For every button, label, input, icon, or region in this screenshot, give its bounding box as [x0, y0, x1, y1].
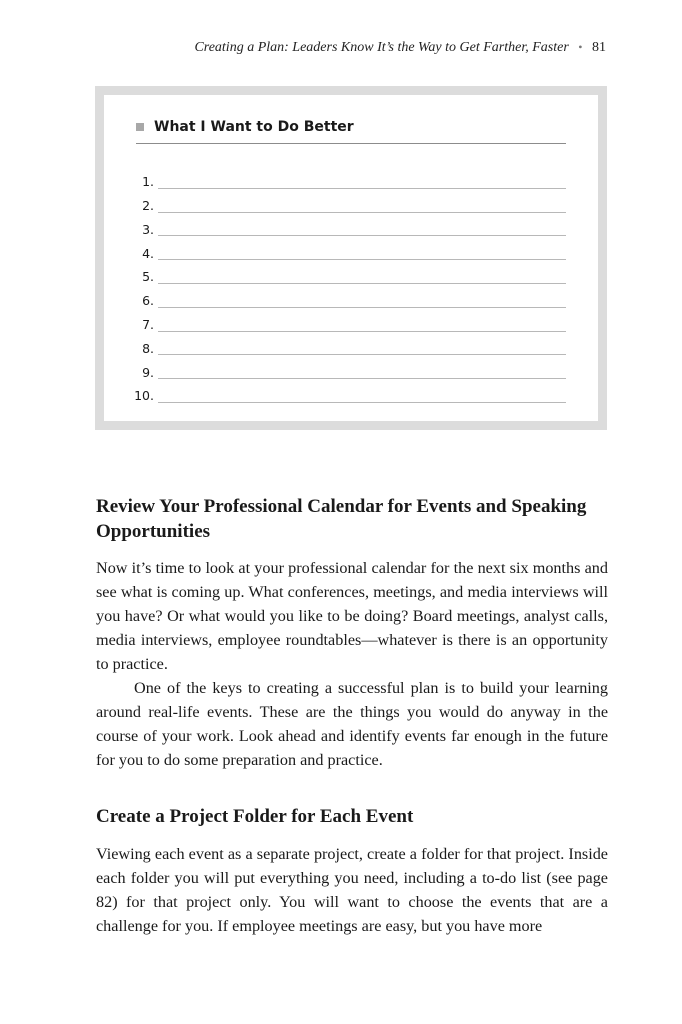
worksheet-lines — [128, 167, 566, 405]
page-number: 81 — [592, 40, 606, 55]
body-paragraph: Now it’s time to look at your professional calendar for the next six months and see what is coming up. What conferences, meetings, and media interviews will you have? Or what would you like to be doing? Board meetings, analyst calls, media interviews, employee roundtables—whatever is there is an opportunity to practice. — [96, 559, 608, 673]
worksheet-line[interactable] — [128, 262, 566, 286]
worksheet-line[interactable] — [128, 334, 566, 358]
running-head — [194, 40, 606, 56]
write-line[interactable] — [158, 377, 566, 379]
line-number: 4. — [142, 245, 154, 261]
section-heading-review-calendar: Review Your Professional Calendar for Events and Speaking Opportunities — [96, 496, 587, 542]
write-line[interactable] — [158, 234, 566, 236]
running-head-title: Creating a Plan: Leaders Know It’s the Way to Get Farther, Faster — [194, 40, 569, 55]
worksheet-inner — [104, 95, 598, 421]
line-number: 1. — [142, 174, 154, 190]
write-line[interactable] — [158, 258, 566, 260]
worksheet-line[interactable] — [128, 286, 566, 310]
worksheet-line[interactable] — [128, 357, 566, 381]
body-paragraph: One of the keys to creating a successful plan is to build your learning around real-life events. These are the things you would do anyway in the course of your work. Look ahead and identify events far enough in the future for you to do some preparation and practice. — [96, 679, 608, 769]
write-line[interactable] — [158, 353, 566, 355]
write-line[interactable] — [158, 211, 566, 213]
worksheet-line[interactable] — [128, 191, 566, 215]
square-bullet-icon — [136, 123, 144, 131]
write-line[interactable] — [158, 306, 566, 308]
worksheet-title — [136, 119, 566, 144]
line-number: 7. — [142, 317, 154, 333]
write-line[interactable] — [158, 187, 566, 189]
write-line[interactable] — [158, 330, 566, 332]
line-number: 5. — [142, 269, 154, 285]
worksheet-line[interactable] — [128, 381, 566, 405]
line-number: 3. — [142, 221, 154, 237]
worksheet-line[interactable] — [128, 215, 566, 239]
section-heading-project-folder: Create a Project Folder for Each Event — [96, 806, 414, 827]
line-number: 6. — [142, 293, 154, 309]
line-number: 2. — [142, 198, 154, 214]
running-head-separator: • — [578, 40, 583, 54]
body-paragraph: Viewing each event as a separate project, create a folder for that project. Inside each folder you will put everything you need, including a to-do list (see page 82) for that project only. You will want to choose the events that are a challenge for you. If employee meetings are easy, but you have more — [96, 845, 608, 935]
worksheet-box — [95, 86, 607, 430]
write-line[interactable] — [158, 282, 566, 284]
line-number: 8. — [142, 340, 154, 356]
worksheet-line[interactable] — [128, 238, 566, 262]
write-line[interactable] — [158, 401, 566, 403]
worksheet-line[interactable] — [128, 167, 566, 191]
line-number: 9. — [142, 364, 154, 380]
worksheet-title-text: What I Want to Do Better — [154, 119, 354, 135]
line-number: 10. — [134, 388, 154, 404]
worksheet-line[interactable] — [128, 310, 566, 334]
